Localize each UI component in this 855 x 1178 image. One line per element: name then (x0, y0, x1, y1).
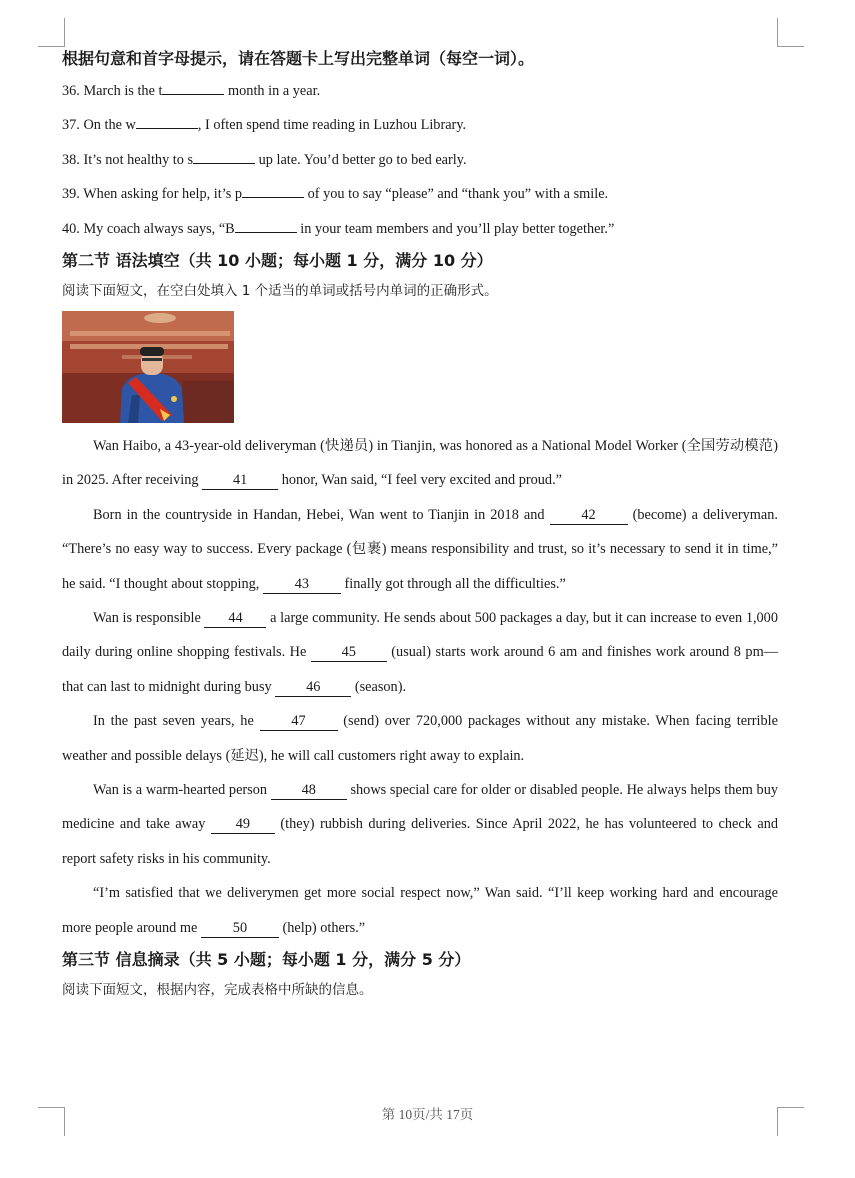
answer-blank[interactable] (242, 197, 304, 198)
page-content (62, 44, 778, 1005)
question-text: up late. You’d better go to bed early. (255, 151, 467, 168)
paragraph-text: “I’m satisfied that we deliverymen get more social respect now,” Wan said. “I’ll keep working hard and encourage more people around me (62, 885, 778, 936)
answer-blank[interactable] (136, 128, 198, 129)
question-text: of you to say “please” and “thank you” with a smile. (304, 186, 609, 203)
page-number: 第 10页/共 17页 (381, 1107, 474, 1122)
info-instruction: 阅读下面短文，根据内容，完成表格中所缺的信息。 (62, 982, 373, 999)
paragraph-text: (become) a deliveryman. “There’s no easy way to success. Every package (包裹) means responsibility and trust, so it’s necessary to send it in time,” he said. “I thought about stopping, (62, 506, 778, 592)
blank-46[interactable]: 46 (275, 679, 351, 697)
question-text: 37. On the w (62, 117, 136, 134)
photo-deliveryman-illustration (62, 311, 234, 423)
paragraph-text: honor, Wan said, “I feel very excited and proud.” (278, 472, 562, 489)
question-text: in your team members and you’ll play better together.” (296, 220, 615, 237)
question-36 (62, 74, 778, 108)
question-37 (62, 108, 778, 142)
paragraph-text: finally got through all the difficulties.” (340, 575, 566, 592)
blank-49[interactable]: 49 (211, 816, 275, 834)
paragraph-text: Wan is a warm-hearted person (93, 782, 271, 799)
corner-mark-top-right (777, 18, 804, 47)
paragraph-text: (send) over 720,000 packages without any mistake. When facing terrible weather and possible delays (延迟), he will call customers right away to explain. (62, 713, 778, 764)
question-39 (62, 177, 778, 211)
question-text: , I often spend time reading in Luzhou Library. (197, 117, 467, 134)
paragraph-text: (help) others.” (278, 919, 366, 936)
paragraph-text: (usual) starts work around 6 am and finishes work around 8 pm—that can last to midnight during busy (62, 644, 778, 695)
vocab-section-title: 根据句意和首字母提示，请在答题卡上写出完整单词（每空一词）。 (62, 49, 535, 68)
question-text: 40. My coach always says, “B (62, 220, 235, 237)
blank-43[interactable]: 43 (263, 576, 341, 594)
paragraph-text: (they) rubbish during deliveries. Since April 2022, he has volunteered to check and report safety risks in his community. (62, 816, 778, 867)
answer-blank[interactable] (162, 94, 224, 95)
paragraph-6 (62, 876, 778, 945)
blank-42[interactable]: 42 (550, 507, 628, 525)
paragraph-text: Born in the countryside in Handan, Hebei, Wan went to Tianjin in 2018 and (93, 506, 550, 523)
blank-41[interactable]: 41 (202, 472, 278, 490)
blank-48[interactable]: 48 (271, 782, 347, 800)
paragraph-1 (62, 429, 778, 498)
info-section-title: 第三节 信息摘录（共 5 小题；每小题 1 分，满分 5 分） (62, 950, 471, 970)
blank-45[interactable]: 45 (311, 644, 387, 662)
answer-blank[interactable] (193, 163, 255, 164)
paragraph-3 (62, 601, 778, 704)
paragraph-4 (62, 704, 778, 773)
corner-mark-top-left (38, 18, 65, 47)
paragraph-text: Wan Haibo, a 43-year-old deliveryman (快递员) in Tianjin, was honored as a National Model Worker (全国劳动模范) in 2025. After receiving (62, 437, 778, 489)
paragraph-text: In the past seven years, he (93, 713, 260, 730)
grammar-instruction: 阅读下面短文，在空白处填入 1 个适当的单词或括号内单词的正确形式。 (62, 282, 498, 299)
question-text: 38. It’s not healthy to s (62, 151, 194, 168)
grammar-section-title: 第二节 语法填空（共 10 小题；每小题 1 分，满分 10 分） (62, 250, 493, 270)
paragraph-text: a large community. He sends about 500 packages a day, but it can increase to even 1,000 daily during online shopping festivals. He (62, 609, 778, 661)
blank-50[interactable]: 50 (201, 920, 279, 938)
paragraph-text: Wan is responsible (93, 609, 205, 626)
question-text: 39. When asking for help, it’s p (62, 186, 243, 203)
paragraph-2 (62, 498, 778, 601)
question-text: month in a year. (224, 83, 321, 99)
question-40 (62, 212, 778, 246)
paragraph-text: (season). (351, 678, 407, 695)
question-38 (62, 143, 778, 177)
blank-47[interactable]: 47 (260, 713, 338, 731)
answer-blank[interactable] (235, 232, 297, 233)
blank-44[interactable]: 44 (204, 610, 266, 628)
paragraph-text: shows special care for older or disabled people. He always helps them buy medicine and take away (62, 782, 779, 833)
paragraph-5 (62, 773, 778, 876)
news-photo (62, 311, 234, 423)
question-text: 36. March is the t (62, 83, 163, 99)
